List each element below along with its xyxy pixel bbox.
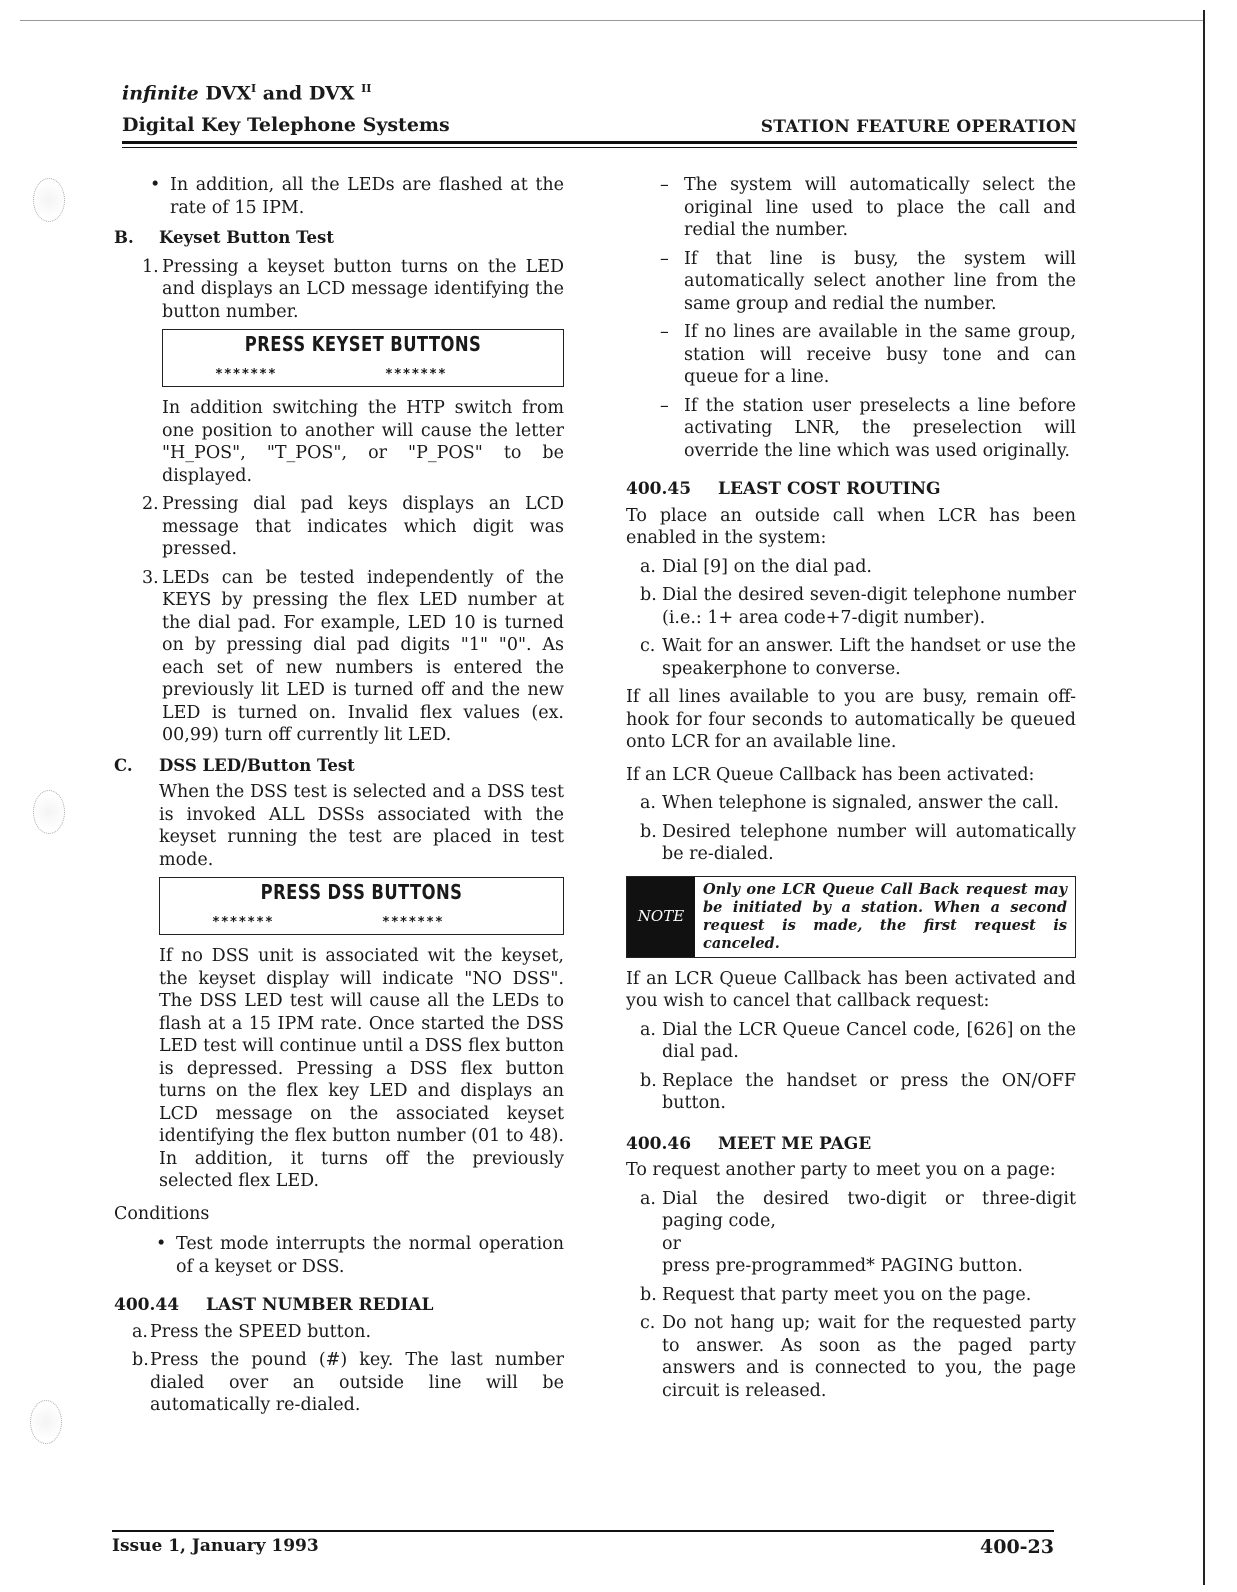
list-item	[640, 1070, 1076, 1115]
page-frame-top	[20, 20, 1204, 21]
lcd-display-dss	[159, 877, 564, 935]
list-item	[132, 1349, 564, 1417]
item-marker: a.	[640, 1019, 656, 1040]
punch-hole	[30, 1400, 62, 1444]
section-heading-c	[114, 755, 564, 778]
product-name: DVX	[205, 82, 252, 105]
paragraph: If all lines available to you are busy, remain off-hook for four seconds to automatically be queued onto LCR for an available line.	[626, 687, 1076, 752]
item-text: Dial the desired seven-digit telephone number (i.e.: 1+ area code+7-digit number).	[662, 585, 1076, 628]
item-text: Desired telephone number will automatically be re-dialed.	[662, 821, 1076, 864]
section-number: 400.46	[626, 1133, 692, 1154]
item-text: Press the SPEED button.	[150, 1321, 372, 1342]
item-text: Pressing dial pad keys displays an LCD message that indicates which digit was pressed.	[162, 494, 564, 559]
note-label: NOTE	[627, 877, 695, 957]
paragraph: To place an outside call when LCR has been enabled in the system:	[626, 505, 1076, 548]
paragraph: If an LCR Queue Callback has been activated and you wish to cancel that callback request:	[626, 968, 1076, 1011]
list-item	[640, 821, 1076, 866]
list-item	[640, 1188, 1076, 1278]
paragraph: If an LCR Queue Callback has been activated:	[626, 764, 1035, 785]
item-text: Dial the desired two-digit or three-digit paging code,	[662, 1188, 1076, 1231]
list-item	[142, 567, 564, 747]
list-item	[640, 1312, 1076, 1402]
left-column	[114, 174, 564, 1417]
footer-issue: Issue 1, January 1993	[112, 1536, 319, 1556]
list-item	[640, 635, 1076, 680]
item-text: LEDs can be tested independently of the KEYS by pressing the flex LED number at the dial pad. For example, LED 10 is turned on by pressing dial pad digits "1" "0". As each set of new numbers is entered the previously lit LED is turned off and the new LED is turned on. Invalid flex values (ex. 00,99) turn off currently lit LED.	[162, 567, 564, 745]
header-rule-thin	[122, 147, 1077, 148]
item-text: Pressing a keyset button turns on the LED and displays an LCD message identifying the button number.	[162, 256, 564, 322]
paragraph: To request another party to meet you on a page:	[626, 1160, 1056, 1180]
item-text: Dial the LCR Queue Cancel code, [626] on the dial pad.	[662, 1019, 1076, 1062]
list-item: – The system will automatically select the original line used to place the call and redial the number.	[660, 175, 1076, 240]
list-item	[640, 584, 1076, 629]
section-heading-400-46	[626, 1133, 1076, 1156]
header-subtitle: Digital Key Telephone Systems	[122, 114, 450, 136]
section-number: 400.45	[626, 479, 692, 499]
list-item	[132, 1321, 564, 1344]
item-text: If that line is busy, the system will automatically select another line from the same group and redial the number.	[684, 248, 1076, 314]
item-text: The system will automatically select the original line used to place the call and redial the number.	[684, 175, 1076, 240]
list-item	[142, 493, 564, 561]
lcd-stars-right: *******	[382, 915, 444, 930]
section-title: LAST NUMBER REDIAL	[206, 1295, 434, 1315]
item-number: 1.	[142, 256, 159, 277]
item-text: Press the pound (#) key. The last number dialed over an outside line will be automatically re-dialed.	[150, 1350, 564, 1415]
section-heading-400-45	[626, 478, 1076, 501]
item-text: Request that party meet you on the page.	[662, 1284, 1032, 1305]
item-number: 3.	[142, 567, 159, 588]
paragraph: In addition switching the HTP switch from one position to another will cause the letter "H_POS", "T_POS", or "P_POS" to be displayed.	[162, 398, 564, 486]
list-item	[640, 556, 1076, 579]
header-rule	[122, 141, 1077, 144]
product-sup-1: I	[251, 82, 257, 95]
section-title: DSS LED/Button Test	[159, 755, 355, 775]
page-number: 400-23	[980, 1536, 1054, 1558]
item-text: Wait for an answer. Lift the handset or use the speakerphone to converse.	[662, 636, 1076, 679]
section-number: 400.44	[114, 1295, 180, 1315]
bullet-text: In addition, all the LEDs are flashed at the rate of 15 IPM.	[170, 175, 564, 218]
item-marker: b.	[640, 1284, 657, 1305]
lcd-stars-right: *******	[385, 367, 447, 382]
section-letter: B.	[114, 228, 134, 247]
paragraph: If no DSS unit is associated wit the keyset, the keyset display will indicate "NO DSS". The DSS LED test will cause all the LEDs to flash at a 15 IPM rate. Once started the DSS LED test will continue until a DSS flex button is depressed. Pressing a DSS flex button turns on the flex key LED and displays an LCD message on the associated keyset identifying the flex button number (01 to 48). In addition, it turns off the previously selected flex LED.	[159, 946, 564, 1191]
item-text: press pre-programmed* PAGING button.	[662, 1256, 1023, 1276]
item-marker: a.	[640, 556, 656, 577]
item-text-or: or	[662, 1233, 681, 1254]
list-item: • In addition, all the LEDs are flashed at the rate of 15 IPM.	[150, 175, 564, 218]
list-item	[640, 1284, 1076, 1307]
item-text: If the station user preselects a line before activating LNR, the preselection will override the line which was used originally.	[684, 395, 1076, 461]
list-item	[142, 256, 564, 324]
punch-hole	[33, 178, 65, 222]
header-product-title	[122, 82, 371, 104]
conditions-label: Conditions	[114, 1203, 210, 1224]
note-text: Only one LCR Queue Call Back request may be initiated by a station. When a second request is made, the first request is canceled.	[703, 880, 1067, 952]
item-text: Dial [9] on the dial pad.	[662, 556, 872, 577]
item-number: 2.	[142, 494, 159, 514]
item-marker: b.	[640, 585, 657, 605]
item-marker: a.	[640, 1188, 656, 1209]
product-name-italic: infinite	[122, 82, 199, 105]
lcd-display-keyset	[162, 329, 564, 387]
right-column	[626, 174, 1076, 1402]
lcd-title: PRESS DSS BUTTONS	[260, 880, 463, 904]
item-marker: b.	[640, 821, 657, 842]
item-text: Replace the handset or press the ON/OFF button.	[662, 1070, 1076, 1113]
item-marker: b.	[640, 1070, 657, 1091]
list-item: – If that line is busy, the system will automatically select another line from the same group and redial the number.	[660, 248, 1076, 314]
section-letter: C.	[114, 755, 133, 775]
section-title: MEET ME PAGE	[718, 1133, 872, 1154]
page-frame-right	[1203, 10, 1205, 1585]
list-item	[640, 792, 1076, 815]
item-marker: c.	[640, 1313, 656, 1333]
list-item: – If the station user preselects a line before activating LNR, the preselection will override the line which was used originally.	[660, 395, 1076, 461]
list-item: • Test mode interrupts the normal operation of a keyset or DSS.	[156, 1234, 564, 1277]
product-sup-2: II	[361, 82, 372, 95]
header-section-title: STATION FEATURE OPERATION	[760, 117, 1077, 137]
item-text: When telephone is signaled, answer the call.	[662, 793, 1060, 813]
item-text: If no lines are available in the same group, station will receive busy tone and can queue for a line.	[684, 322, 1076, 387]
section-heading-400-44	[114, 1294, 564, 1317]
item-marker: a.	[640, 793, 656, 813]
item-text: Do not hang up; wait for the requested party to answer. As soon as the paged party answers and is connected to you, the page circuit is released.	[662, 1313, 1076, 1401]
list-item: – If no lines are available in the same group, station will receive busy tone and can queue for a line.	[660, 322, 1076, 387]
lcd-stars-left: *******	[215, 367, 277, 382]
item-marker: a.	[132, 1321, 148, 1342]
punch-hole	[33, 790, 65, 834]
product-name-2: and DVX	[262, 82, 355, 105]
section-title: Keyset Button Test	[159, 228, 334, 247]
paragraph: When the DSS test is selected and a DSS test is invoked ALL DSSs associated with the keyset running the test are placed in test mode.	[159, 782, 564, 870]
footer-rule	[112, 1530, 1054, 1532]
item-marker: c.	[640, 636, 656, 656]
bullet-text: Test mode interrupts the normal operation of a keyset or DSS.	[176, 1234, 564, 1277]
lcd-stars-left: *******	[212, 915, 274, 930]
list-item	[640, 1019, 1076, 1064]
section-heading-b	[114, 227, 564, 250]
item-marker: b.	[132, 1350, 149, 1370]
note-box	[626, 876, 1076, 958]
lcd-title: PRESS KEYSET BUTTONS	[244, 332, 482, 356]
section-title: LEAST COST ROUTING	[718, 479, 941, 499]
